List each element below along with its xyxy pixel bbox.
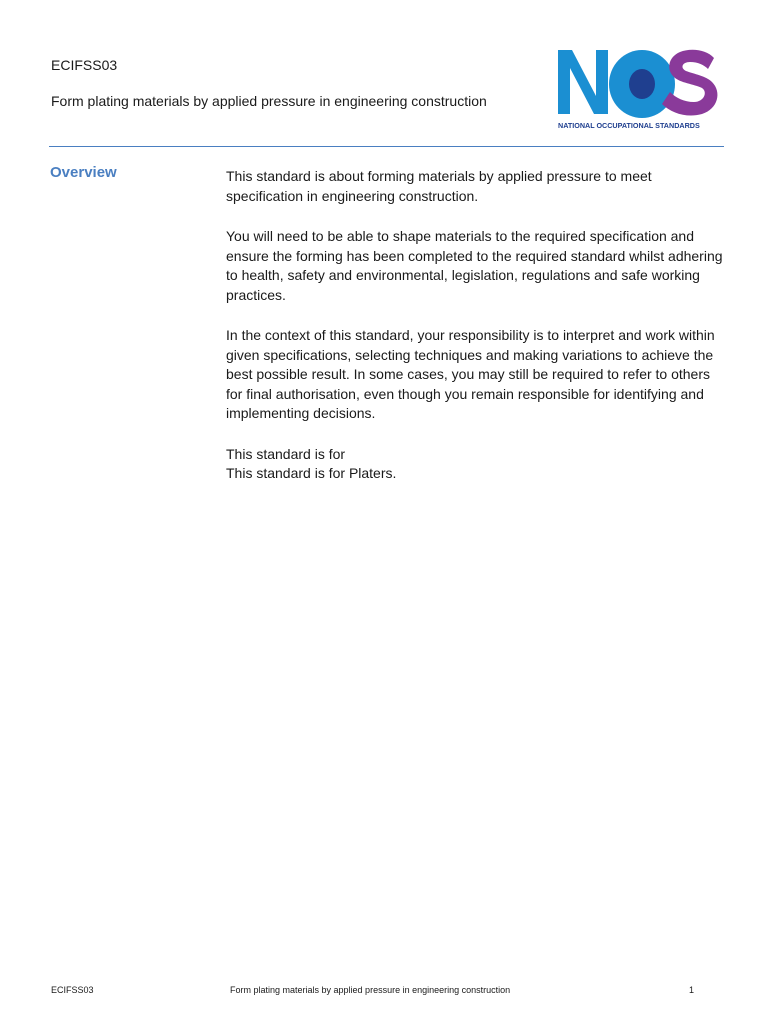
overview-content [226,167,726,484]
overview-paragraph: You will need to be able to shape materials to the required specification and ensure the forming has been completed to the required standard whilst adhering to health, safety and environmental, legislation, regulations and safe working practices. [226,228,723,303]
header-divider [49,146,724,147]
standard-for-line: This standard is for [226,445,346,462]
footer-code: ECIFSS03 [51,985,94,995]
overview-paragraph: This standard is about forming materials by applied pressure to meet specification in engineering construction. [226,168,652,204]
footer-title: Form plating materials by applied pressure in engineering construction [230,985,511,995]
document-code: ECIFSS03 [51,57,118,73]
document-title: Form plating materials by applied pressure in engineering construction [51,93,487,109]
nos-logo-graphic [556,46,722,132]
section-label-overview: Overview [50,164,117,181]
page-number: 1 [689,985,695,995]
standard-for-platers-line: This standard is for Platers. [226,465,397,481]
nos-logo [556,46,722,132]
overview-paragraph: In the context of this standard, your responsibility is to interpret and work within given specifications, selecting techniques and making variations to achieve the best possible result. In some cases, you may still be required to refer to others for final authorisation, even though you remain responsible for identifying and implementing decisions. [226,327,715,421]
logo-tagline: NATIONAL OCCUPATIONAL STANDARDS [558,121,700,130]
